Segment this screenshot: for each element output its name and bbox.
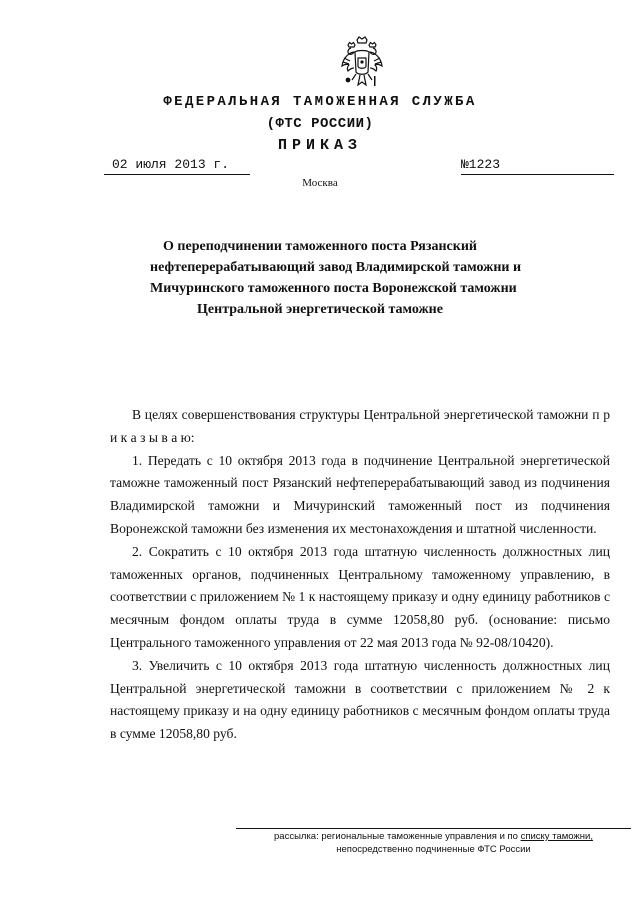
subject-line: Мичуринского таможенного поста Воронежской таможни xyxy=(150,281,517,296)
document-type-title: ПРИКАЗ xyxy=(277,137,362,154)
agency-name: ФЕДЕРАЛЬНАЯ ТАМОЖЕННАЯ СЛУЖБА xyxy=(163,94,477,110)
order-city: Москва xyxy=(302,177,338,189)
order-item-1: 1. Передать с 10 октября 2013 года в подчинение Центральной энергетической таможне таможенный пост Рязанский нефтеперерабатывающий завод из подчинения Владимирской таможни и Мичуринский таможенный пост из подчинения Воронежской таможни без изменения их местонахождения и штатной численности. xyxy=(110,452,610,536)
order-subject xyxy=(150,236,522,320)
order-number: №1223 xyxy=(461,156,614,175)
agency-short-name: (ФТС РОССИИ) xyxy=(266,116,374,132)
preamble-text: В целях совершенствования структуры Центральной энергетической таможни xyxy=(132,407,589,422)
distribution-divider xyxy=(236,828,631,829)
order-item-3: 3. Увеличить с 10 октября 2013 года штатную численность должностных лиц Центральной энергетической таможни в соответствии с приложением № 2 к настоящему приказу и на одну единицу работников с месячным фондом оплаты труда в сумме 12058,80 руб. xyxy=(110,657,610,742)
order-date: 02 июля 2013 г. xyxy=(104,156,250,175)
preamble-paragraph xyxy=(110,404,610,450)
distribution-list-link: списку таможни, xyxy=(520,831,593,842)
decree-word: п р и к а з ы в а ю: xyxy=(110,407,610,445)
distribution-prefix: рассылка: региональные таможенные управления и по xyxy=(274,831,518,842)
distribution-line-2: непосредственно подчиненные ФТС России xyxy=(336,844,531,855)
distribution-note xyxy=(236,830,631,856)
order-item-2: 2. Сократить с 10 октября 2013 года штатную численность должностных лиц таможенных органов, подчиненных Центральному таможенному управлению, в соответствии с приложением № 1 к настоящему приказу и одну единицу работников с месячным фондом оплаты труда в сумме 12058,80 руб. (основание: письмо Центрального таможенного управления от 22 мая 2013 года № 92-08/10420). xyxy=(110,543,610,650)
subject-line: нефтеперерабатывающий завод Владимирской таможни и xyxy=(150,260,522,275)
order-body xyxy=(110,404,610,746)
subject-line: О переподчинении таможенного поста Рязанский xyxy=(163,239,477,254)
distribution-line-1 xyxy=(236,830,631,843)
subject-line: Центральной энергетической таможне xyxy=(197,302,443,317)
coat-of-arms-emblem xyxy=(338,34,386,90)
